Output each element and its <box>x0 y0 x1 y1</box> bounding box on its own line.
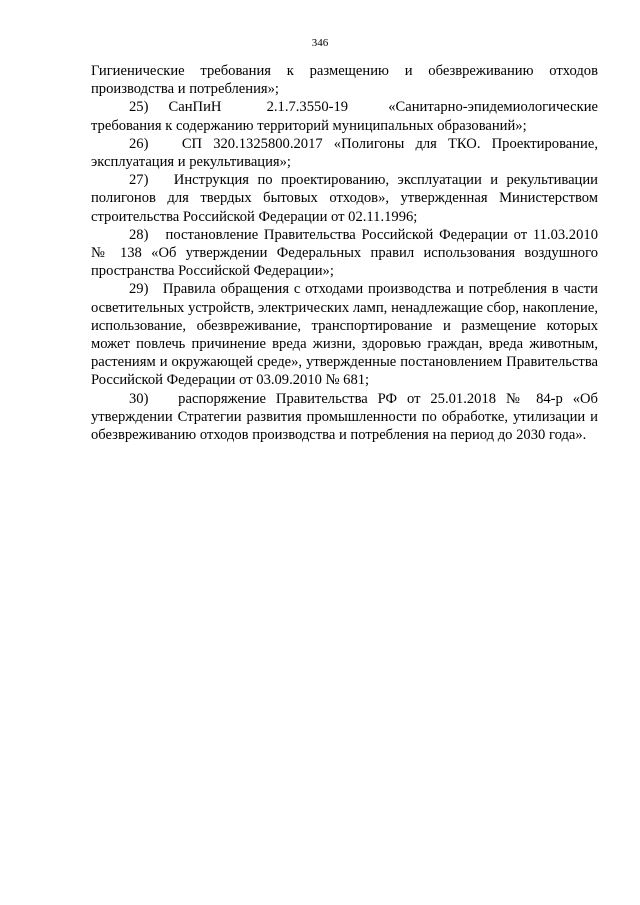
paragraph-continuation: Гигиенические требования к размещению и обезвреживанию отходов производства и потребления»; <box>91 63 598 98</box>
list-item-29: 29) Правила обращения с отходами производства и потребления в части осветительных устройств, электрических ламп, ненадлежащие сбор, накопление, использование, обезвреживание, транспортирование и размещение которых может повлечь причинение вреда жизни, здоровью граждан, вреда животным, растениям и окружающей среде», утвержденные постановлением Правительства Российской Федерации от 03.09.2010 № 681; <box>91 281 598 389</box>
list-item-30: 30) распоряжение Правительства РФ от 25.01.2018 № 84-р «Об утверждении Стратегии развития промышленности по обработке, утилизации и обезвреживанию отходов производства и потребления на период до 2030 года». <box>91 390 598 444</box>
list-item-26: 26) СП 320.1325800.2017 «Полигоны для ТКО. Проектирование, эксплуатация и рекультивация»; <box>91 135 598 171</box>
list-item-28: 28) постановление Правительства Российской Федерации от 11.03.2010 № 138 «Об утверждении Федеральных правил использования воздушного пространства Российской Федерации»; <box>91 226 598 280</box>
document-body <box>91 62 598 444</box>
list-item-25: 25) СанПиН 2.1.7.3550-19 «Санитарно-эпидемиологические требования к содержанию территорий муниципальных образований»; <box>91 99 598 134</box>
list-item-27: 27) Инструкция по проектированию, эксплуатации и рекультивации полигонов для твердых бытовых отходов», утвержденная Министерством строительства Российской Федерации от 02.11.1996; <box>91 172 598 225</box>
page-number: 346 <box>311 37 329 49</box>
